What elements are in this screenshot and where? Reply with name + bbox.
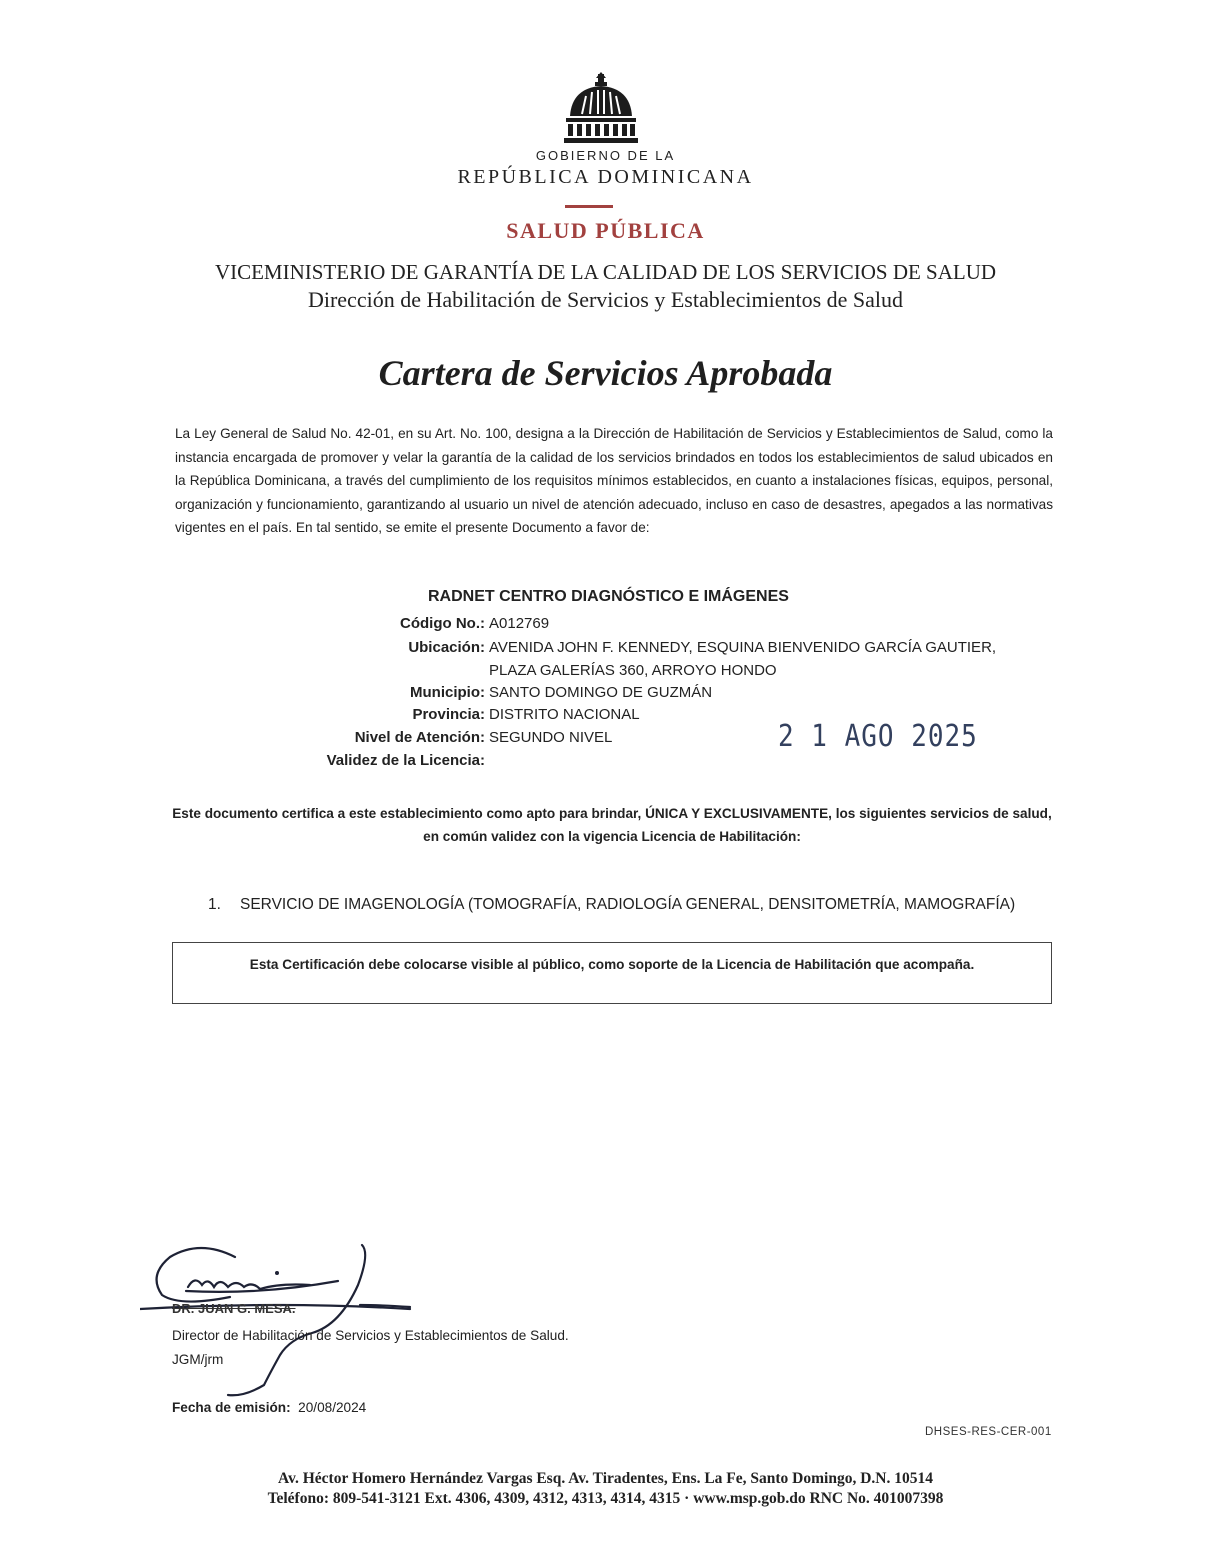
signer-title: Director de Habilitación de Servicios y Establecimientos de Salud. xyxy=(172,1328,569,1343)
ministry-name: SALUD PÚBLICA xyxy=(506,218,705,243)
service-list-item xyxy=(208,896,1015,914)
municipio-label: Municipio: xyxy=(410,684,485,701)
ubicacion-label: Ubicación: xyxy=(408,639,485,656)
notice-box xyxy=(172,942,1052,1004)
government-label: GOBIERNO DE LA xyxy=(535,148,676,163)
codigo-value: A012769 xyxy=(489,615,550,632)
nivel-label: Nivel de Atención: xyxy=(354,729,485,746)
government-dome-logo xyxy=(560,72,642,144)
issue-date-label: Fecha de emisión: xyxy=(172,1400,291,1415)
establishment-name: RADNET CENTRO DIAGNÓSTICO E IMÁGENES xyxy=(428,588,789,605)
signer-name: DR. JUAN G. MESA. xyxy=(172,1301,296,1316)
validez-label: Validez de la Licencia: xyxy=(326,752,485,769)
notice-text: Esta Certificación debe colocarse visible al público, como soporte de la Licencia de Habilitación que acompaña. xyxy=(249,957,975,972)
ubicacion-value-line2: PLAZA GALERÍAS 360, ARROYO HONDO xyxy=(489,662,777,679)
service-number: 1. xyxy=(208,896,221,913)
footer-address: Av. Héctor Homero Hernández Vargas Esq. Av. Tiradentes, Ens. La Fe, Santo Domingo, D.N. 10514 xyxy=(278,1470,933,1487)
directorate-heading: Dirección de Habilitación de Servicios y Establecimientos de Salud xyxy=(307,287,904,312)
intro-paragraph: La Ley General de Salud No. 42-01, en su Art. No. 100, designa a la Dirección de Habilitación de Servicios y Establecimientos de Salud, como la instancia encargada de promover y velar la garantía de la calidad de los servicios brindados en todos los establecimientos de salud ubicados en la República Dominicana, a través del cumplimiento de los requisitos mínimos establecidos, en cuanto a instalaciones físicas, equipos, personal, organización y funcionamiento, garantizando al usuario un nivel de atención adecuado, incluso en caso de desastres, apegados a las normativas vigentes en el país. En tal sentido, se emite el presente Documento a favor de: xyxy=(175,426,1053,535)
handwritten-signature xyxy=(140,1235,440,1405)
document-title: Cartera de Servicios Aprobada xyxy=(378,353,833,393)
footer-contact: Teléfono: 809-541-3121 Ext. 4306, 4309, 4312, 4313, 4314, 4315 · www.msp.gob.do RNC No. 401007398 xyxy=(267,1490,944,1507)
municipio-value: SANTO DOMINGO DE GUZMÁN xyxy=(489,684,713,701)
reference-initials: JGM/jrm xyxy=(172,1352,224,1367)
provincia-label: Provincia: xyxy=(412,706,485,723)
codigo-label: Código No.: xyxy=(400,615,485,632)
issue-date-value: 20/08/2024 xyxy=(298,1400,367,1415)
provincia-value: DISTRITO NACIONAL xyxy=(489,706,640,723)
issue-date xyxy=(172,1400,366,1415)
certification-paragraph: Este documento certifica a este establecimiento como apto para brindar, ÚNICA Y EXCLUSIVAMENTE, los siguientes servicios de salud, en común validez con la vigencia Licencia de Habilitación: xyxy=(172,806,1052,844)
header-divider xyxy=(565,205,613,208)
date-stamp: 2 1 AGO 2025 xyxy=(778,719,978,755)
country-name: REPÚBLICA DOMINICANA xyxy=(457,166,754,188)
service-text: SERVICIO DE IMAGENOLOGÍA (TOMOGRAFÍA, RADIOLOGÍA GENERAL, DENSITOMETRÍA, MAMOGRAFÍA) xyxy=(240,896,1016,913)
nivel-value: SEGUNDO NIVEL xyxy=(489,729,613,746)
vice-ministry-heading: VICEMINISTERIO DE GARANTÍA DE LA CALIDAD DE LOS SERVICIOS DE SALUD xyxy=(214,260,997,284)
ubicacion-value-line1: AVENIDA JOHN F. KENNEDY, ESQUINA BIENVENIDO GARCÍA GAUTIER, xyxy=(489,639,997,656)
form-code: DHSES-RES-CER-001 xyxy=(925,1426,1052,1438)
